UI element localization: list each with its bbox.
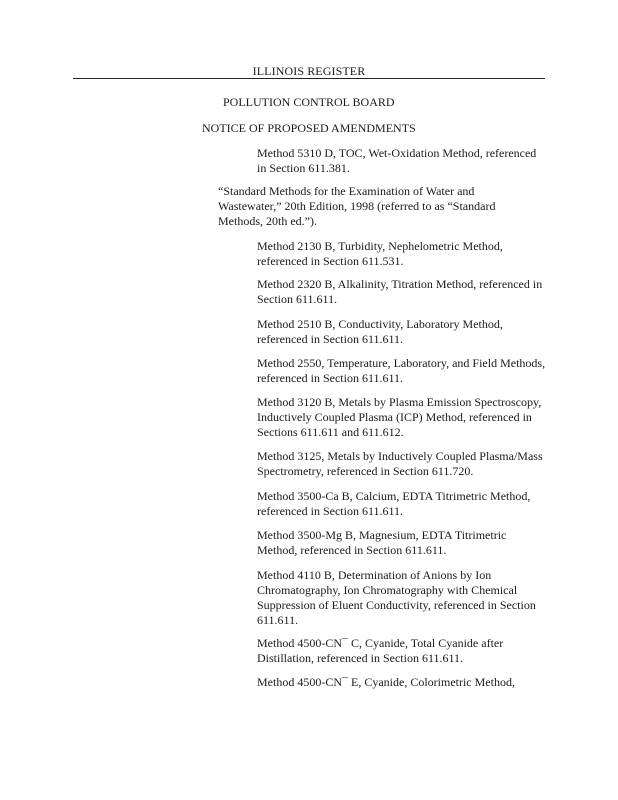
method-4500cn-e-paragraph: Method 4500-CN¯ E, Cyanide, Colorimetric Method, [257,675,515,689]
register-title: ILLINOIS REGISTER [252,64,366,78]
method-4500cn-c-paragraph: Method 4500-CN¯ C, Cyanide, Total Cyanide after Distillation, referenced in Section 611.611. [257,636,504,665]
method-2320b-paragraph: Method 2320 B, Alkalinity, Titration Method, referenced in Section 611.611. [257,277,543,306]
notice-subhead: NOTICE OF PROPOSED AMENDMENTS [202,121,416,135]
method-5310d-paragraph: Method 5310 D, TOC, Wet-Oxidation Method, referenced in Section 611.381. [257,146,537,175]
method-2510b-paragraph: Method 2510 B, Conductivity, Laboratory Method, referenced in Section 611.611. [257,317,503,346]
method-3500mg-paragraph: Method 3500-Mg B, Magnesium, EDTA Titrimetric Method, referenced in Section 611.611. [257,528,507,557]
method-3125-paragraph: Method 3125, Metals by Inductively Coupled Plasma/Mass Spectrometry, referenced in Section 611.720. [257,449,543,478]
standard-methods-20th-paragraph: “Standard Methods for the Examination of Water and Wastewater,” 20th Edition, 1998 (referred to as “Standard Methods, 20th ed.”). [218,184,496,228]
header-rule [73,78,545,79]
method-3120b-paragraph: Method 3120 B, Metals by Plasma Emission Spectroscopy, Inductively Coupled Plasma (ICP) Method, referenced in Sections 611.611 and 611.612. [257,395,542,439]
board-subhead: POLLUTION CONTROL BOARD [223,95,395,109]
method-2130b-paragraph: Method 2130 B, Turbidity, Nephelometric Method, referenced in Section 611.531. [257,239,503,268]
method-4110b-paragraph: Method 4110 B, Determination of Anions by Ion Chromatography, Ion Chromatography with Chemical Suppression of Eluent Conductivity, referenced in Section 611.611. [257,568,536,627]
method-3500ca-paragraph: Method 3500-Ca B, Calcium, EDTA Titrimetric Method, referenced in Section 611.611. [257,489,531,518]
method-2550-paragraph: Method 2550, Temperature, Laboratory, and Field Methods, referenced in Section 611.611. [257,356,546,385]
